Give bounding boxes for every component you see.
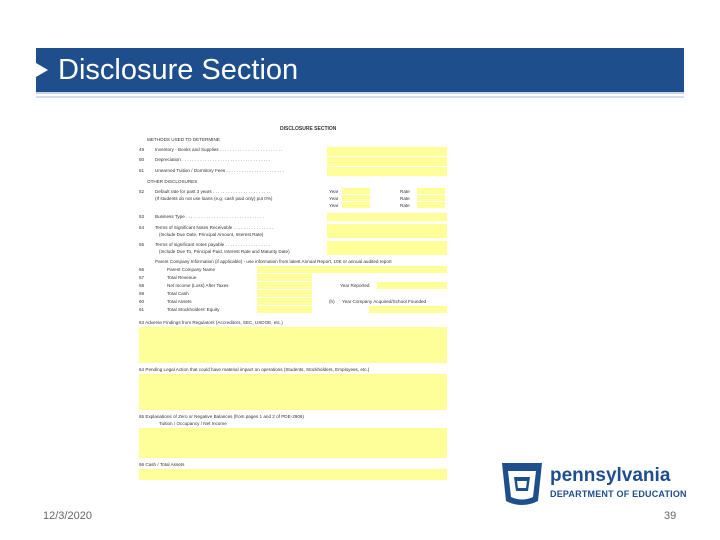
title-divider	[36, 96, 684, 98]
rate-label: Rate	[400, 196, 410, 201]
row-label: Default rate for past 3 years . . . . . . . . . . . . . . . . . . . . . . .	[155, 189, 271, 194]
row-num: 51	[139, 168, 145, 173]
question-64: 64 Pending Legal Action that could have material impact on operations (Students, Stockholders, Employees, etc.)	[139, 367, 370, 372]
slide-page-number: 39	[664, 510, 677, 522]
row-label: Depreciation . . . . . . . . . . . . . . . . . . . . . . . . . . . . . . . . . . .	[155, 157, 271, 162]
form-heading: DISCLOSURE SECTION	[280, 126, 337, 132]
year-label: Year	[329, 189, 339, 194]
field-pending-legal	[139, 374, 447, 410]
logo-subtitle: DEPARTMENT OF EDUCATION	[550, 489, 687, 499]
field-unearned	[327, 167, 447, 176]
year-label: Year	[329, 196, 339, 201]
row-num: 60	[139, 299, 145, 304]
field-stockholders-equity	[257, 306, 312, 313]
row-num: 61	[139, 307, 145, 312]
row-label: Inventory - Books and Supplies . . . . . . . . . . . . . . . . . . . . . . . . .	[155, 147, 283, 152]
keystone-icon	[498, 461, 546, 507]
row-label: Total Stockholders' Equity	[167, 307, 220, 312]
row-label: (Include Due Date, Principal Amount, Interest Rate)	[159, 232, 264, 237]
row-label: Total Revenue	[167, 275, 197, 280]
row-label: Total Cash	[167, 291, 189, 296]
slide-date: 12/3/2020	[43, 510, 92, 522]
title-arrow-icon	[36, 63, 48, 77]
logo-name: pennsylvania	[550, 465, 671, 486]
rate-label: Rate	[400, 189, 410, 194]
row-label: Net Income (Loss) After Taxes	[167, 283, 229, 288]
field-total-assets	[257, 298, 312, 305]
row-num: 55	[139, 242, 145, 247]
rate-label: Rate	[400, 203, 410, 208]
disclosure-form-image	[137, 124, 450, 480]
field-adverse-findings	[139, 327, 447, 363]
year-reported-label: Year Reported	[340, 283, 370, 288]
field-year-acquired	[369, 306, 447, 313]
field-year-1	[342, 188, 370, 194]
field-notes-payable	[327, 241, 447, 255]
field-business-type	[327, 213, 447, 221]
question-66: 66 Cash / Total Assets	[139, 462, 185, 467]
year-label: Year	[329, 203, 339, 208]
row-num: 56	[139, 267, 145, 272]
row-num: 52	[139, 189, 145, 194]
question-65-sub: Tuition / Occupancy / Net Income	[159, 421, 227, 426]
pde-logo	[498, 461, 688, 507]
field-cash-total-assets	[139, 469, 447, 480]
field-year-reported	[377, 282, 447, 289]
row-label: (Include Due To, Principal Paid, Interest Rate and Maturity Date)	[159, 249, 290, 254]
field-rate-2	[417, 195, 445, 201]
field-net-income	[257, 282, 312, 289]
row-label: Total Assets	[167, 299, 192, 304]
row-num: 54	[139, 225, 145, 230]
field-rate-3	[417, 202, 445, 208]
other-heading: OTHER DISCLOSURES	[147, 179, 198, 184]
field-depreciation	[327, 157, 447, 166]
row-num: 53	[139, 214, 145, 219]
slide-title-bar	[36, 48, 684, 94]
row-label: Terms of Significant Notes Receivable . . . . . . . . . . . . . . . .	[155, 225, 274, 230]
row-label: Business Type . . . . . . . . . . . . . . . . . . . . . . . . . . . . . . .	[155, 214, 264, 219]
row-label: Parent Company Name	[167, 267, 216, 272]
field-zero-balances	[139, 428, 447, 458]
question-65: 65 Explanations of Zero or Negative Balances (from pages 1 and 2 of PDE-2906)	[139, 414, 304, 419]
field-inventory	[327, 147, 447, 156]
field-year-2	[342, 195, 370, 201]
row-num: 59	[139, 291, 145, 296]
row-num: 57	[139, 275, 145, 280]
year-company-label: Year Company Acquired/School Founded	[342, 299, 427, 304]
parent-heading: Parent Company Information (if applicable) - use information from latest Annual Report, 10K or annual audited report	[155, 259, 392, 264]
field-total-cash	[257, 290, 312, 297]
question-63: 63 Adverse Findings from Regulators (Accreditors, SEC, USDOE, etc.)	[139, 320, 283, 325]
field-rate-1	[417, 188, 445, 194]
field-year-3	[342, 202, 370, 208]
sub-label: (h)	[329, 299, 335, 304]
row-num: 50	[139, 157, 145, 162]
row-num: 49	[139, 147, 145, 152]
field-notes-receivable	[327, 224, 447, 238]
field-parent-name	[257, 266, 447, 273]
slide-title: Disclosure Section	[58, 54, 299, 86]
row-label: Terms of significant notes payable . . . . . . . . . . . . . . . . . .	[155, 242, 271, 247]
field-total-revenue	[257, 274, 312, 281]
methods-heading: METHODS USED TO DETERMINE	[147, 137, 220, 142]
row-label: (If students do not use loans (e.g. cash paid only) put 0%)	[155, 196, 273, 201]
row-label: Unearned Tuition / Dormitory Fees . . . . . . . . . . . . . . . . . . . . . . .	[155, 168, 284, 173]
row-num: 58	[139, 283, 145, 288]
